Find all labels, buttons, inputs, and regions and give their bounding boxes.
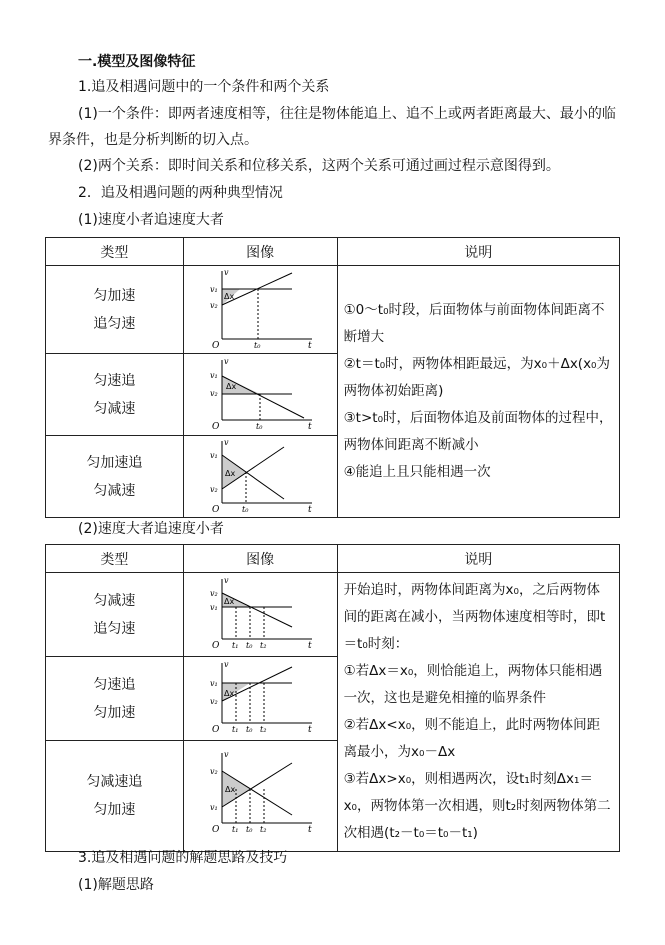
v1-label: v₁: [210, 678, 218, 688]
graph-cell: [183, 741, 337, 852]
type-cell: 匀速追 匀减速: [46, 354, 184, 436]
origin-label: O: [212, 504, 220, 513]
axis-v-label: v: [224, 750, 229, 760]
graph-cell: [183, 436, 337, 518]
t0-label: t₀: [246, 724, 253, 734]
t0-label: t₀: [254, 340, 261, 349]
v1-label: v₁: [210, 602, 218, 612]
section-heading: 一.模型及图像特征: [78, 54, 196, 70]
table-1: [45, 237, 620, 518]
header-type: 类型: [46, 545, 184, 573]
v1-label: v₁: [210, 284, 218, 294]
graph-cell: [183, 266, 337, 354]
t1-label: t₁: [232, 640, 239, 650]
axis-v-label: v: [224, 659, 229, 669]
axis-v-label: v: [224, 437, 229, 447]
subheading-2: (2)速度大者追速度小者: [78, 521, 224, 537]
graph-decel-chase-uniform: [200, 575, 320, 651]
graph-cell: [183, 657, 337, 741]
v1-label: v₁: [210, 370, 218, 380]
desc-cell-2: 开始追时，两物体间距离为x₀，之后两物体间的距离在减小，当两物体速度相等时，即t＝t₀时刻： ①若Δx＝x₀，则恰能追上，两物体只能相遇一次，这也是避免相撞的临界条件 ②若Δx<x₀，则不能追上，此时两物体间距离最小，为x₀－Δx ③若Δx>x₀，则相遇两次，设t₁时刻Δx₁＝x₀，两物体第一次相遇，则t₂时刻两物体第二次相遇(t₂－t₀＝t₀－t₁): [337, 573, 619, 852]
header-graph: 图像: [183, 545, 337, 573]
t2-label: t₂: [260, 825, 267, 835]
t1-label: t₁: [232, 724, 239, 734]
graph-uniform-chase-accel: [200, 659, 320, 735]
t2-label: t₂: [260, 724, 267, 734]
type-cell: 匀减速 追匀速: [46, 573, 184, 657]
dx-label: Δx: [224, 291, 235, 301]
v2-label: v₂: [210, 767, 218, 777]
t0-label: t₀: [256, 421, 263, 430]
graph-decel-chase-accel: [200, 749, 320, 839]
axis-t-label: t: [308, 724, 312, 735]
paragraph-2b: 界条件，也是分析判断的切入点。: [48, 132, 258, 148]
t1-label: t₁: [232, 825, 239, 835]
axis-v-label: v: [224, 356, 229, 366]
t0-label: t₀: [242, 504, 249, 513]
t0-label: t₀: [246, 640, 253, 650]
header-desc: 说明: [337, 545, 619, 573]
dx-label: Δx: [225, 785, 236, 795]
paragraph-3-heading: 3.追及相遇问题的解题思路及技巧: [78, 850, 288, 866]
axis-v-label: v: [224, 575, 229, 585]
graph-accel-chase-uniform: [200, 267, 320, 349]
v1-label: v₁: [210, 803, 218, 813]
t0-label: t₀: [246, 825, 253, 835]
paragraph-1: 1.追及相遇问题中的一个条件和两个关系: [78, 79, 330, 95]
type-cell: 匀减速追 匀加速: [46, 741, 184, 852]
t2-label: t₂: [260, 640, 267, 650]
v2-label: v₂: [210, 696, 218, 706]
origin-label: O: [212, 825, 220, 836]
header-desc: 说明: [337, 238, 619, 266]
v2-label: v₂: [210, 484, 218, 494]
v2-label: v₂: [210, 300, 218, 310]
origin-label: O: [212, 724, 220, 735]
graph-uniform-chase-decel: [200, 356, 320, 430]
axis-t-label: t: [308, 825, 312, 836]
paragraph-3: (2)两个关系：即时间关系和位移关系，这两个关系可通过画过程示意图得到。: [78, 158, 560, 174]
dx-label: Δx: [225, 468, 236, 478]
desc-cell-1: ①0～t₀时段，后面物体与前面物体间距离不断增大 ②t＝t₀时，两物体相距最远，为x₀＋Δx(x₀为两物体初始距离) ③t>t₀时，后面物体追及前面物体的过程中，两物体间距离不断减小 ④能追上且只能相遇一次: [337, 266, 619, 518]
axis-t-label: t: [308, 504, 312, 513]
paragraph-2a: (1)一个条件：即两者速度相等，往往是物体能追上、追不上或两者距离最大、最小的临: [78, 106, 616, 122]
v2-label: v₂: [210, 388, 218, 398]
paragraph-3-1: (1)解题思路: [78, 877, 154, 893]
header-graph: 图像: [183, 238, 337, 266]
origin-label: O: [212, 640, 220, 651]
dx-label: Δx: [226, 381, 237, 391]
type-cell: 匀加速追 匀减速: [46, 436, 184, 518]
subheading-1: (1)速度小者追速度大者: [78, 212, 224, 228]
type-cell: 匀速追 匀加速: [46, 657, 184, 741]
dx-label: Δx: [224, 688, 235, 698]
axis-v-label: v: [224, 267, 229, 277]
origin-label: O: [212, 421, 220, 430]
origin-label: O: [212, 340, 220, 349]
graph-accel-chase-decel: [200, 437, 320, 513]
type-cell: 匀加速 追匀速: [46, 266, 184, 354]
graph-cell: [183, 573, 337, 657]
dx-label: Δx: [224, 596, 235, 606]
table-2: [45, 544, 620, 852]
v1-label: v₁: [210, 450, 218, 460]
v2-label: v₂: [210, 588, 218, 598]
axis-t-label: t: [308, 421, 312, 430]
graph-cell: [183, 354, 337, 436]
axis-t-label: t: [308, 340, 312, 349]
paragraph-4: 2．追及相遇问题的两种典型情况: [78, 185, 283, 201]
axis-t-label: t: [308, 640, 312, 651]
header-type: 类型: [46, 238, 184, 266]
